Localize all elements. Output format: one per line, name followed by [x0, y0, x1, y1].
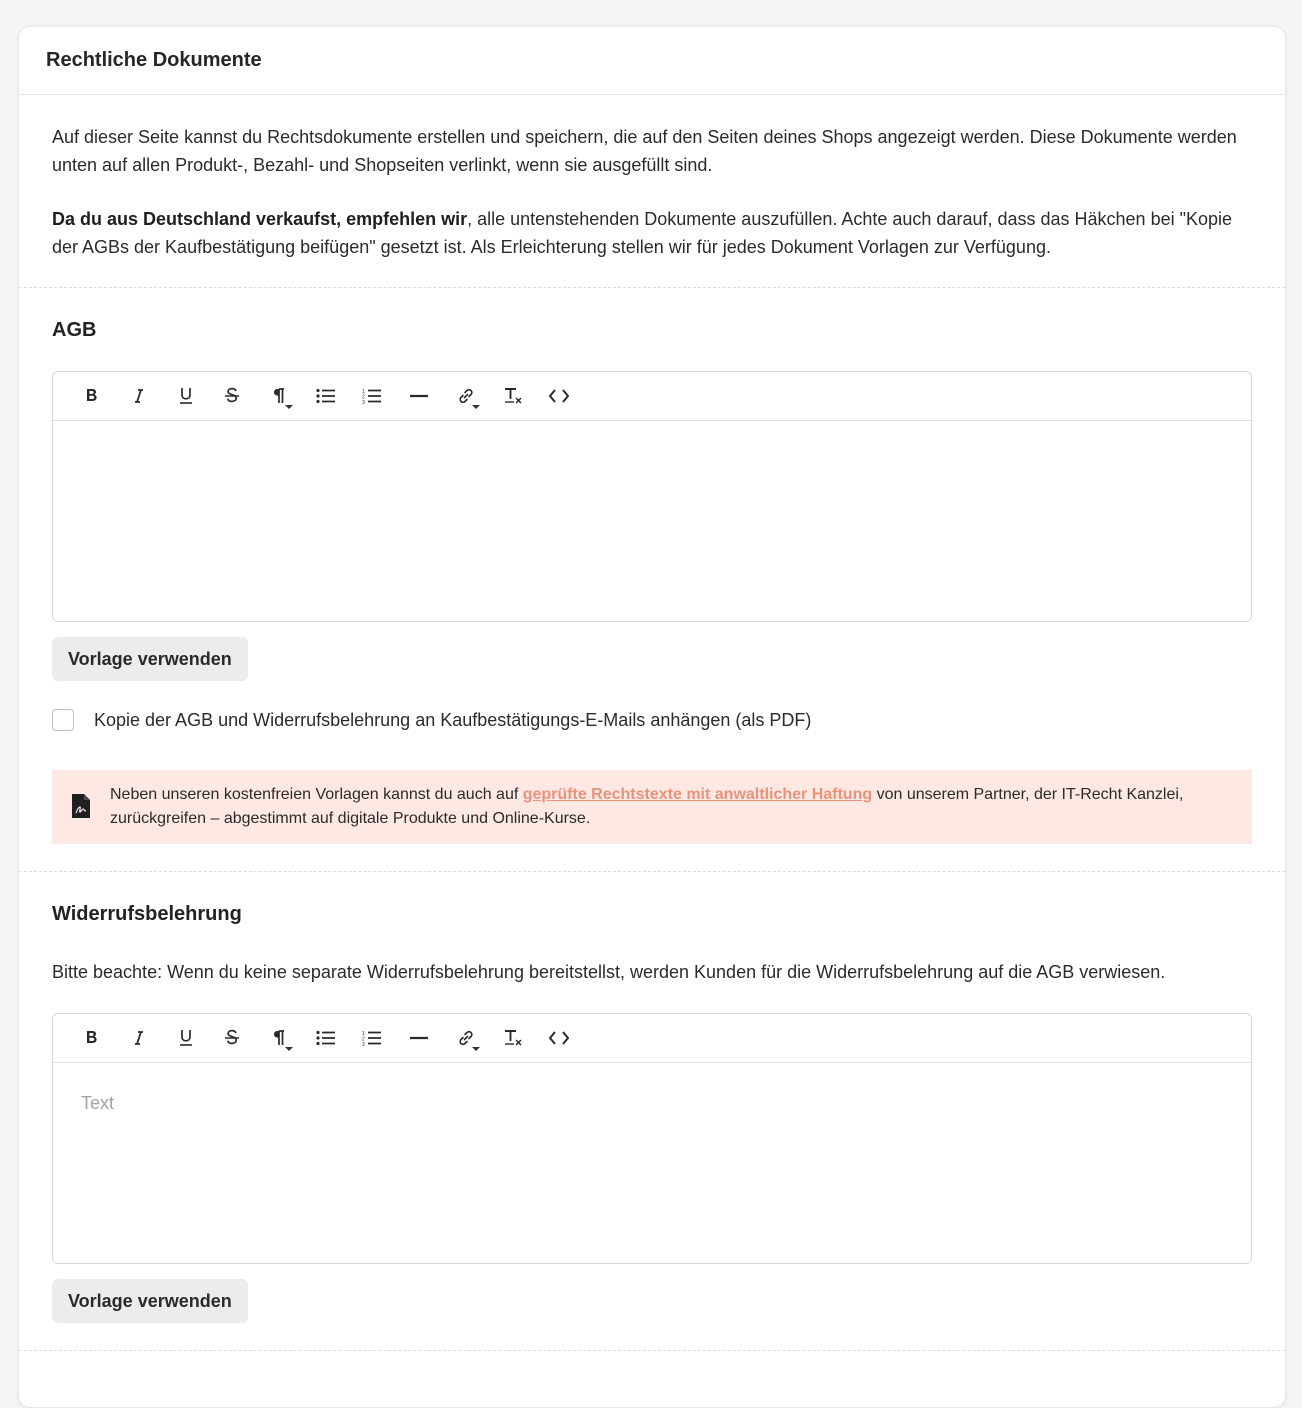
callout-text [110, 783, 1236, 831]
clear-format-icon[interactable] [489, 1020, 536, 1056]
callout-text-before: Neben unseren kostenfreien Vorlagen kannst du auch auf [110, 786, 523, 803]
bullet-list-icon[interactable] [302, 378, 349, 414]
svg-text:3: 3 [362, 400, 366, 404]
legal-texts-callout [52, 770, 1252, 844]
link-icon[interactable] [443, 1020, 490, 1056]
attach-pdf-option [52, 709, 1252, 731]
attach-pdf-checkbox[interactable] [52, 709, 74, 731]
intro-recommendation-bold: Da du aus Deutschland verkaufst, empfehlen wir [52, 209, 468, 229]
intro-recommendation [52, 205, 1252, 261]
numbered-list-icon[interactable] [349, 1020, 396, 1056]
bullet-list-icon[interactable] [302, 1020, 349, 1056]
pdf-document-icon [70, 792, 92, 820]
callout-text-after: von unserem Partner, der IT-Recht Kanzlei, zurückgreifen – abgestimmt auf digitale Produkte und Online-Kurse. [110, 786, 1184, 827]
italic-icon[interactable] [116, 378, 163, 414]
agb-editor-content[interactable] [53, 421, 1251, 621]
strikethrough-icon[interactable] [209, 378, 256, 414]
card-header [19, 27, 1285, 95]
horizontal-rule-icon[interactable] [396, 378, 443, 414]
chevron-down-icon [472, 405, 480, 409]
legal-documents-card [18, 26, 1286, 1408]
agb-editor-toolbar [53, 372, 1251, 421]
intro-recommendation-rest: , alle untenstehenden Dokumente auszufüllen. Achte auch darauf, dass das Häkchen bei "Kopie der AGBs der Kaufbestätigung beifügen" gesetzt ist. Als Erleichterung stellen wir für jedes Dokument Vorlagen zur Verfügung. [52, 209, 1233, 257]
strikethrough-icon[interactable] [209, 1020, 256, 1056]
bold-icon[interactable] [69, 1020, 116, 1056]
link-icon[interactable] [443, 378, 490, 414]
widerruf-use-template-button[interactable]: Vorlage verwenden [52, 1279, 248, 1323]
svg-text:3: 3 [362, 1042, 366, 1046]
agb-heading: AGB [52, 319, 97, 341]
svg-text:1: 1 [362, 1031, 366, 1037]
widerruf-section [19, 872, 1285, 1351]
clear-format-icon[interactable] [489, 378, 536, 414]
bold-icon[interactable] [69, 378, 116, 414]
horizontal-rule-icon[interactable] [396, 1020, 443, 1056]
underline-icon[interactable] [162, 1020, 209, 1056]
widerruf-editor-content[interactable]: Text [81, 1093, 115, 1113]
chevron-down-icon [472, 1047, 480, 1051]
code-icon[interactable] [536, 1020, 583, 1056]
agb-use-template-button[interactable]: Vorlage verwenden [52, 637, 248, 681]
agb-editor [52, 371, 1252, 622]
chevron-down-icon [285, 405, 293, 409]
intro-section [19, 95, 1285, 288]
page-title: Rechtliche Dokumente [46, 49, 262, 71]
code-icon[interactable] [536, 378, 583, 414]
svg-text:1: 1 [362, 389, 366, 395]
paragraph-icon[interactable] [256, 378, 303, 414]
widerruf-heading: Widerrufsbelehrung [52, 903, 242, 925]
intro-paragraph: Auf dieser Seite kannst du Rechtsdokumente erstellen und speichern, die auf den Seiten deines Shops angezeigt werden. Diese Dokumente werden unten auf allen Produkt-, Bezahl- und Shopseiten verlinkt, wenn sie ausgefüllt sind. [52, 127, 1237, 175]
widerruf-note: Bitte beachte: Wenn du keine separate Widerrufsbelehrung bereitstellst, werden Kunden für die Widerrufsbelehrung auf die AGB verwiesen. [52, 962, 1166, 982]
underline-icon[interactable] [162, 378, 209, 414]
paragraph-icon[interactable] [256, 1020, 303, 1056]
widerruf-editor [52, 1013, 1252, 1264]
svg-text:2: 2 [362, 1036, 366, 1043]
numbered-list-icon[interactable] [349, 378, 396, 414]
chevron-down-icon [285, 1047, 293, 1051]
attach-pdf-label[interactable]: Kopie der AGB und Widerrufsbelehrung an Kaufbestätigungs-E-Mails anhängen (als PDF) [94, 709, 812, 730]
agb-section [19, 288, 1285, 872]
italic-icon[interactable] [116, 1020, 163, 1056]
legal-texts-link[interactable]: geprüfte Rechtstexte mit anwaltlicher Haftung [522, 786, 873, 803]
svg-text:2: 2 [362, 394, 366, 401]
widerruf-editor-toolbar [53, 1014, 1251, 1063]
